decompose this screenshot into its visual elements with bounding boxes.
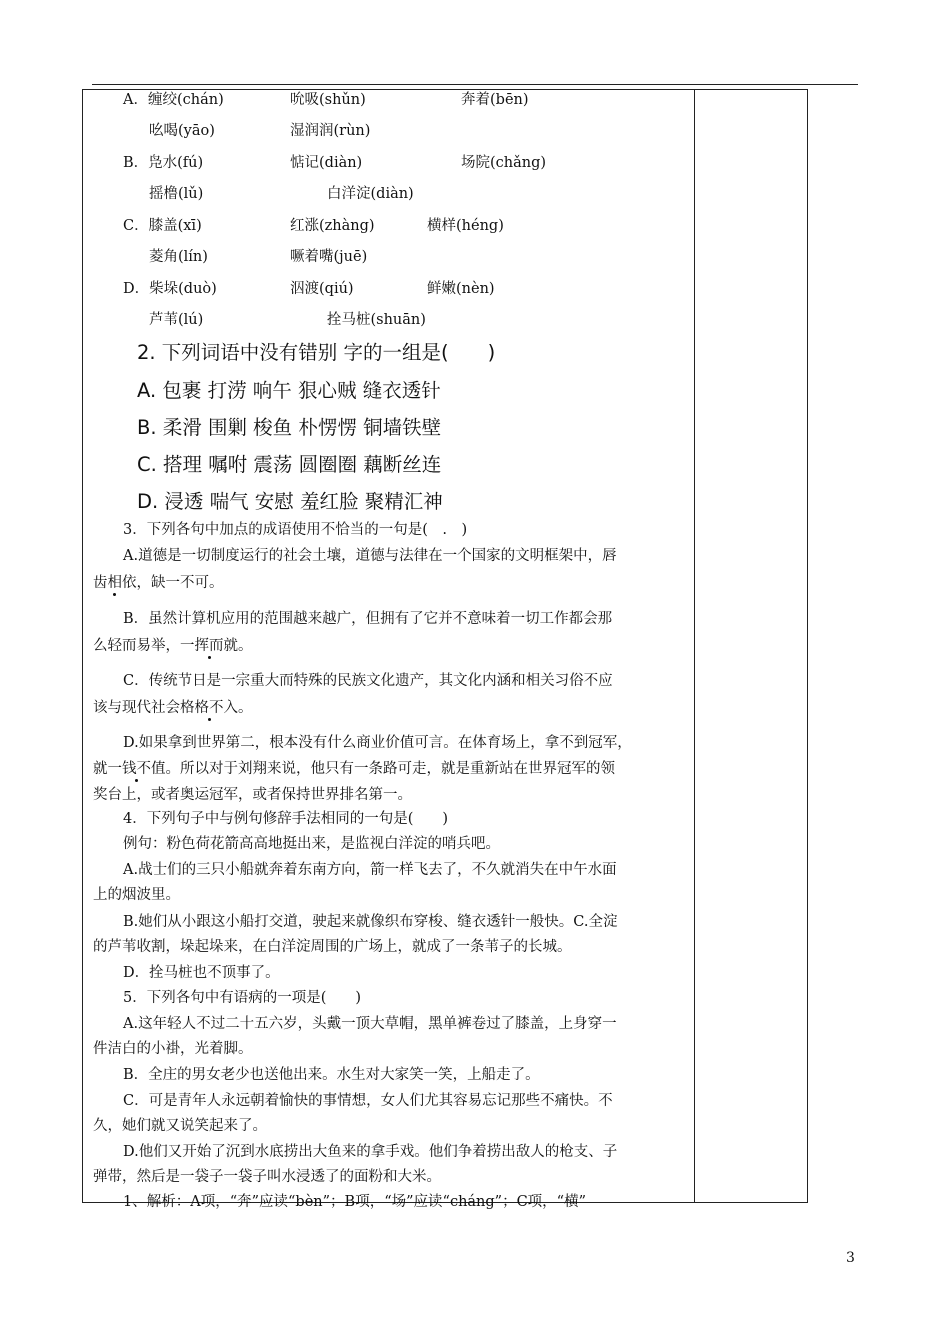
q5-stem: 5．下列各句中有语病的一项是( ) bbox=[123, 990, 362, 1006]
q1-a-1: A．缠绞(chán) bbox=[123, 92, 224, 108]
q1-d-1: D．柴垛(duò) bbox=[123, 281, 217, 297]
question-column bbox=[83, 90, 694, 1210]
page-number: 3 bbox=[846, 1250, 855, 1266]
q1-a-2: 吮吸(shǔn) bbox=[290, 92, 366, 108]
q1-c-5: 噘着嘴(juē) bbox=[290, 249, 368, 265]
q1-b-3: 场院(chǎng) bbox=[461, 155, 547, 171]
q2-option-a: A. 包裹 打涝 响午 狠心贼 缝衣透针 bbox=[137, 379, 441, 402]
q5-d-line1: D.他们又开始了沉到水底捞出大鱼来的拿手戏。他们争着捞出敌人的枪支、子 bbox=[123, 1144, 618, 1160]
q1-c-4: 菱角(lín) bbox=[149, 249, 208, 265]
q1-b-2: 惦记(diàn) bbox=[290, 155, 363, 171]
q3-c-line1: C．传统节日是一宗重大而特殊的民族文化遗产，其文化内涵和相关习俗不应 bbox=[123, 673, 613, 689]
q3-b-line1: B．虽然计算机应用的范围越来越广，但拥有了它并不意味着一切工作都会那 bbox=[123, 611, 613, 627]
q1-b-5: 白洋淀(diàn) bbox=[327, 186, 414, 202]
q1-c-1: C．膝盖(xī) bbox=[123, 218, 202, 234]
q1-a-5: 湿润润(rùn) bbox=[290, 123, 371, 139]
q2-stem: 2. 下列词语中没有错别 字的一组是( ) bbox=[137, 341, 496, 364]
q4-a-line2: 上的烟波里。 bbox=[93, 887, 180, 903]
q2-option-c: C. 搭理 嘱咐 震荡 圆圈圈 藕断丝连 bbox=[137, 453, 442, 476]
answer-explanation: 1、解析：A项，“奔”应读“bèn”；B项，“场”应读“cháng”；C项，“横” bbox=[123, 1194, 586, 1210]
q5-a-line2: 件洁白的小褂，光着脚。 bbox=[93, 1041, 253, 1057]
q2-option-b: B. 柔滑 围剿 梭鱼 朴愣愣 铜墙铁壁 bbox=[137, 416, 442, 439]
q1-c-3: 横样(héng) bbox=[427, 218, 504, 234]
column-divider bbox=[694, 90, 695, 1202]
q5-a-line1: A.这年轻人不过二十五六岁，头戴一顶大草帽，黑单裤卷过了膝盖，上身穿一 bbox=[123, 1016, 617, 1032]
q1-a-3: 奔着(bēn) bbox=[461, 92, 529, 108]
q3-d-line3: 奖台上，或者奥运冠军，或者保持世界排名第一。 bbox=[93, 787, 412, 803]
q1-b-1: B．凫水(fú) bbox=[123, 155, 204, 171]
q3-a-idiom: 齿相依 bbox=[93, 575, 137, 591]
q4-b-line1: B.她们从小跟这小船打交道，驶起来就像织布穿梭、缝衣透针一般快。C.全淀 bbox=[123, 914, 618, 930]
q1-d-3: 鲜嫩(nèn) bbox=[427, 281, 495, 297]
q3-b-idiom: 一挥而就 bbox=[180, 638, 238, 654]
q1-d-5: 拴马桩(shuān) bbox=[327, 312, 426, 328]
worksheet-table bbox=[82, 89, 808, 1210]
q3-b-line2: 么轻而易举，一挥而就。 bbox=[93, 638, 253, 654]
q3-d-line2: 就一钱不值。所以对于刘翔来说，他只有一条路可走，就是重新站在世界冠军的领 bbox=[93, 761, 615, 777]
q1-d-2: 泅渡(qiú) bbox=[290, 281, 354, 297]
q4-b-line2: 的芦苇收割，垛起垛来，在白洋淀周围的广场上，就成了一条苇子的长城。 bbox=[93, 939, 572, 955]
q5-c-line2: 久，她们就又说笑起来了。 bbox=[93, 1118, 267, 1134]
header-rule bbox=[92, 84, 858, 85]
q3-a-line1: A.道德是一切制度运行的社会土壤，道德与法律在一个国家的文明框架中，唇 bbox=[123, 548, 617, 564]
q3-d-line1: D.如果拿到世界第二，根本没有什么商业价值可言。在体育场上，拿不到冠军， bbox=[123, 735, 632, 751]
q3-d-idiom: 一钱不值 bbox=[107, 761, 166, 777]
q2-option-d: D. 浸透 喘气 安慰 羞红脸 聚精汇神 bbox=[137, 490, 443, 513]
q5-c-line1: C．可是青年人永远朝着愉快的事情想，女人们尤其容易忘记那些不痛快。不 bbox=[123, 1093, 613, 1109]
q5-option-b: B．全庄的男女老少也送他出来。水生对大家笑一笑，上船走了。 bbox=[123, 1067, 540, 1083]
q1-c-2: 红涨(zhàng) bbox=[290, 218, 375, 234]
q3-stem: 3．下列各句中加点的成语使用不恰当的一句是( . ) bbox=[123, 522, 468, 538]
q1-d-4: 芦苇(lú) bbox=[149, 312, 204, 328]
q3-c-idiom: 格格不入 bbox=[180, 700, 238, 716]
q4-example: 例句：粉色荷花箭高高地挺出来，是监视白洋淀的哨兵吧。 bbox=[123, 836, 500, 852]
q3-a-line2: 齿相依，缺一不可。 bbox=[93, 575, 224, 591]
q1-a-4: 吆喝(yāo) bbox=[149, 123, 215, 139]
q1-b-4: 摇橹(lǔ) bbox=[149, 186, 204, 202]
q4-stem: 4．下列句子中与例句修辞手法相同的一句是( ) bbox=[123, 811, 449, 827]
q3-c-line2: 该与现代社会格格不入。 bbox=[93, 700, 253, 716]
q4-option-d: D．拴马桩也不顶事了。 bbox=[123, 965, 280, 981]
q4-a-line1: A.战士们的三只小船就奔着东南方向，箭一样飞去了，不久就消失在中午水面 bbox=[123, 862, 617, 878]
q5-d-line2: 弹带，然后是一袋子一袋子叫水浸透了的面粉和大米。 bbox=[93, 1169, 441, 1185]
